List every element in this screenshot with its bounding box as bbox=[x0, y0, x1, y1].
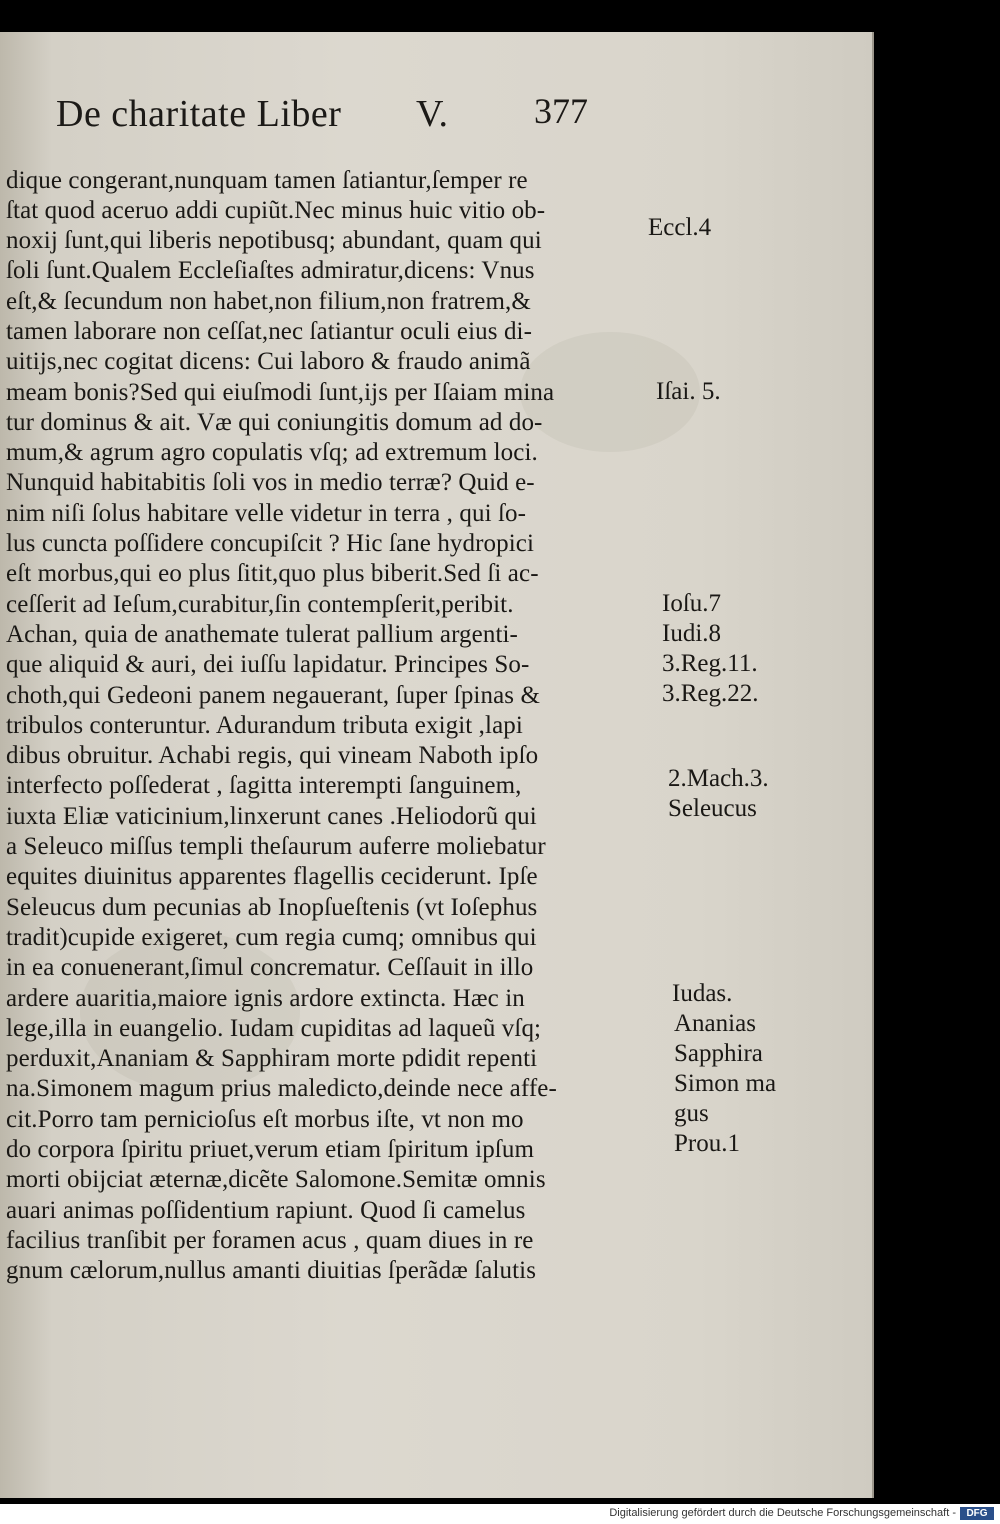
text-line: ſoli ſunt.Qualem Eccleſiaſtes admiratur,dicens: Vnus bbox=[6, 257, 535, 284]
margin-note: Simon ma bbox=[674, 1070, 777, 1097]
text-line: mum,& agrum agro copulatis vſq; ad extremum loci. bbox=[6, 439, 538, 466]
text-line: Achan, quia de anathemate tulerat pallium argenti- bbox=[6, 621, 518, 648]
text-line: choth,qui Gedeoni panem negauerant, ſuper ſpinas & bbox=[6, 682, 541, 709]
margin-note: Seleucus bbox=[668, 795, 757, 822]
text-line: que aliquid & auri, dei iuſſu lapidatur. Principes So- bbox=[6, 651, 530, 678]
text-line: na.Simonem magum prius maledicto,deinde nece affe- bbox=[6, 1075, 557, 1102]
text-line: uitijs,nec cogitat dicens: Cui laboro & fraudo animã bbox=[6, 348, 531, 375]
dfg-logo: DFG bbox=[960, 1507, 994, 1520]
text-line: ardere auaritia,maiore ignis ardore extincta. Hæc in bbox=[6, 985, 525, 1012]
text-line: interfecto poſſederat , ſagitta interempti ſanguinem, bbox=[6, 772, 522, 799]
text-line: ceſſerit ad Ieſum,curabitur,ſin contempſerit,peribit. bbox=[6, 591, 514, 618]
margin-note: gus bbox=[674, 1100, 709, 1127]
book-number: V. bbox=[416, 93, 449, 135]
margin-note: Iſai. 5. bbox=[656, 378, 721, 405]
text-line: meam bonis?Sed qui eiuſmodi ſunt,ijs per Iſaiam mina bbox=[6, 379, 555, 406]
text-line: equites diuinitus apparentes flagellis ceciderunt. Ipſe bbox=[6, 863, 538, 890]
text-line: auari animas poſſidentium rapiunt. Quod ſi camelus bbox=[6, 1197, 526, 1224]
text-line: do corpora ſpiritu priuet,verum etiam ſpiritum ipſum bbox=[6, 1136, 535, 1163]
running-header bbox=[56, 92, 636, 142]
margin-note: Sapphira bbox=[674, 1040, 763, 1067]
funding-credit: Digitalisierung gefördert durch die Deutsche Forschungsgemeinschaft - bbox=[609, 1507, 956, 1519]
margin-note: Eccl.4 bbox=[648, 214, 712, 241]
text-line: facilius tranſibit per foramen acus , quam diues in re bbox=[6, 1227, 534, 1254]
margin-note: Iudi.8 bbox=[662, 620, 722, 647]
text-line: a Seleuco miſſus templi theſaurum auferre moliebatur bbox=[6, 833, 546, 860]
scan-background bbox=[0, 28, 1000, 1504]
text-line: dibus obruitur. Achabi regis, qui vineam Naboth ipſo bbox=[6, 742, 539, 769]
margin-note: 3.Reg.11. bbox=[662, 650, 758, 677]
margin-note: 3.Reg.22. bbox=[662, 680, 759, 707]
text-line: noxij ſunt,qui liberis nepotibusq; abundant, quam qui bbox=[6, 227, 542, 254]
text-line: tamen laborare non ceſſat,nec ſatiantur oculi eius di- bbox=[6, 318, 533, 345]
margin-note: Ioſu.7 bbox=[662, 590, 722, 617]
margin-note: Ananias bbox=[674, 1010, 756, 1037]
margin-note: Prou.1 bbox=[674, 1130, 740, 1157]
text-line: tradit)cupide exigeret, cum regia cumq; omnibus qui bbox=[6, 924, 537, 951]
text-line: eſt,& ſecundum non habet,non filium,non fratrem,& bbox=[6, 288, 531, 315]
page-number: 377 bbox=[534, 91, 588, 131]
text-line: iuxta Eliæ vaticinium,linxerunt canes .Heliodorũ qui bbox=[6, 803, 537, 830]
margin-note: 2.Mach.3. bbox=[668, 765, 769, 792]
book-page bbox=[0, 32, 874, 1498]
text-line: in ea conuenerant,ſimul concrematur. Ceſſauit in illo bbox=[6, 954, 534, 981]
text-line: perduxit,Ananiam & Sapphiram morte pdidit repenti bbox=[6, 1045, 538, 1072]
text-line: cit.Porro tam pernicioſus eſt morbus iſte, vt non mo bbox=[6, 1106, 524, 1133]
running-title: De charitate Liber bbox=[56, 93, 342, 135]
margin-note: Iudas. bbox=[672, 980, 733, 1007]
text-line: gnum cælorum,nullus amanti diuitias ſperãdæ ſalutis bbox=[6, 1257, 537, 1284]
text-line: morti obijciat æternæ,dicẽte Salomone.Semitæ omnis bbox=[6, 1166, 546, 1193]
digitization-footer bbox=[0, 1504, 1000, 1524]
text-line: tribulos conteruntur. Adurandum tributa exigit ,lapi bbox=[6, 712, 523, 739]
text-line: Nunquid habitabitis ſoli vos in medio terræ? Quid e- bbox=[6, 469, 535, 496]
text-line: nim niſi ſolus habitare velle videtur in terra , qui ſo- bbox=[6, 500, 527, 527]
text-line: ſtat quod aceruo addi cupiũt.Nec minus huic vitio ob- bbox=[6, 197, 546, 224]
text-line: dique congerant,nunquam tamen ſatiantur,ſemper re bbox=[6, 167, 528, 194]
text-line: Seleucus dum pecunias ab Inopſueſtenis (vt Ioſephus bbox=[6, 894, 538, 921]
text-line: tur dominus & ait. Væ qui coniungitis domum ad do- bbox=[6, 409, 543, 436]
text-line: lus cuncta poſſidere concupiſcit ? Hic ſane hydropici bbox=[6, 530, 535, 557]
text-line: lege,illa in euangelio. Iudam cupiditas ad laqueũ vſq; bbox=[6, 1015, 542, 1042]
text-line: eſt morbus,qui eo plus ſitit,quo plus biberit.Sed ſi ac- bbox=[6, 560, 539, 587]
